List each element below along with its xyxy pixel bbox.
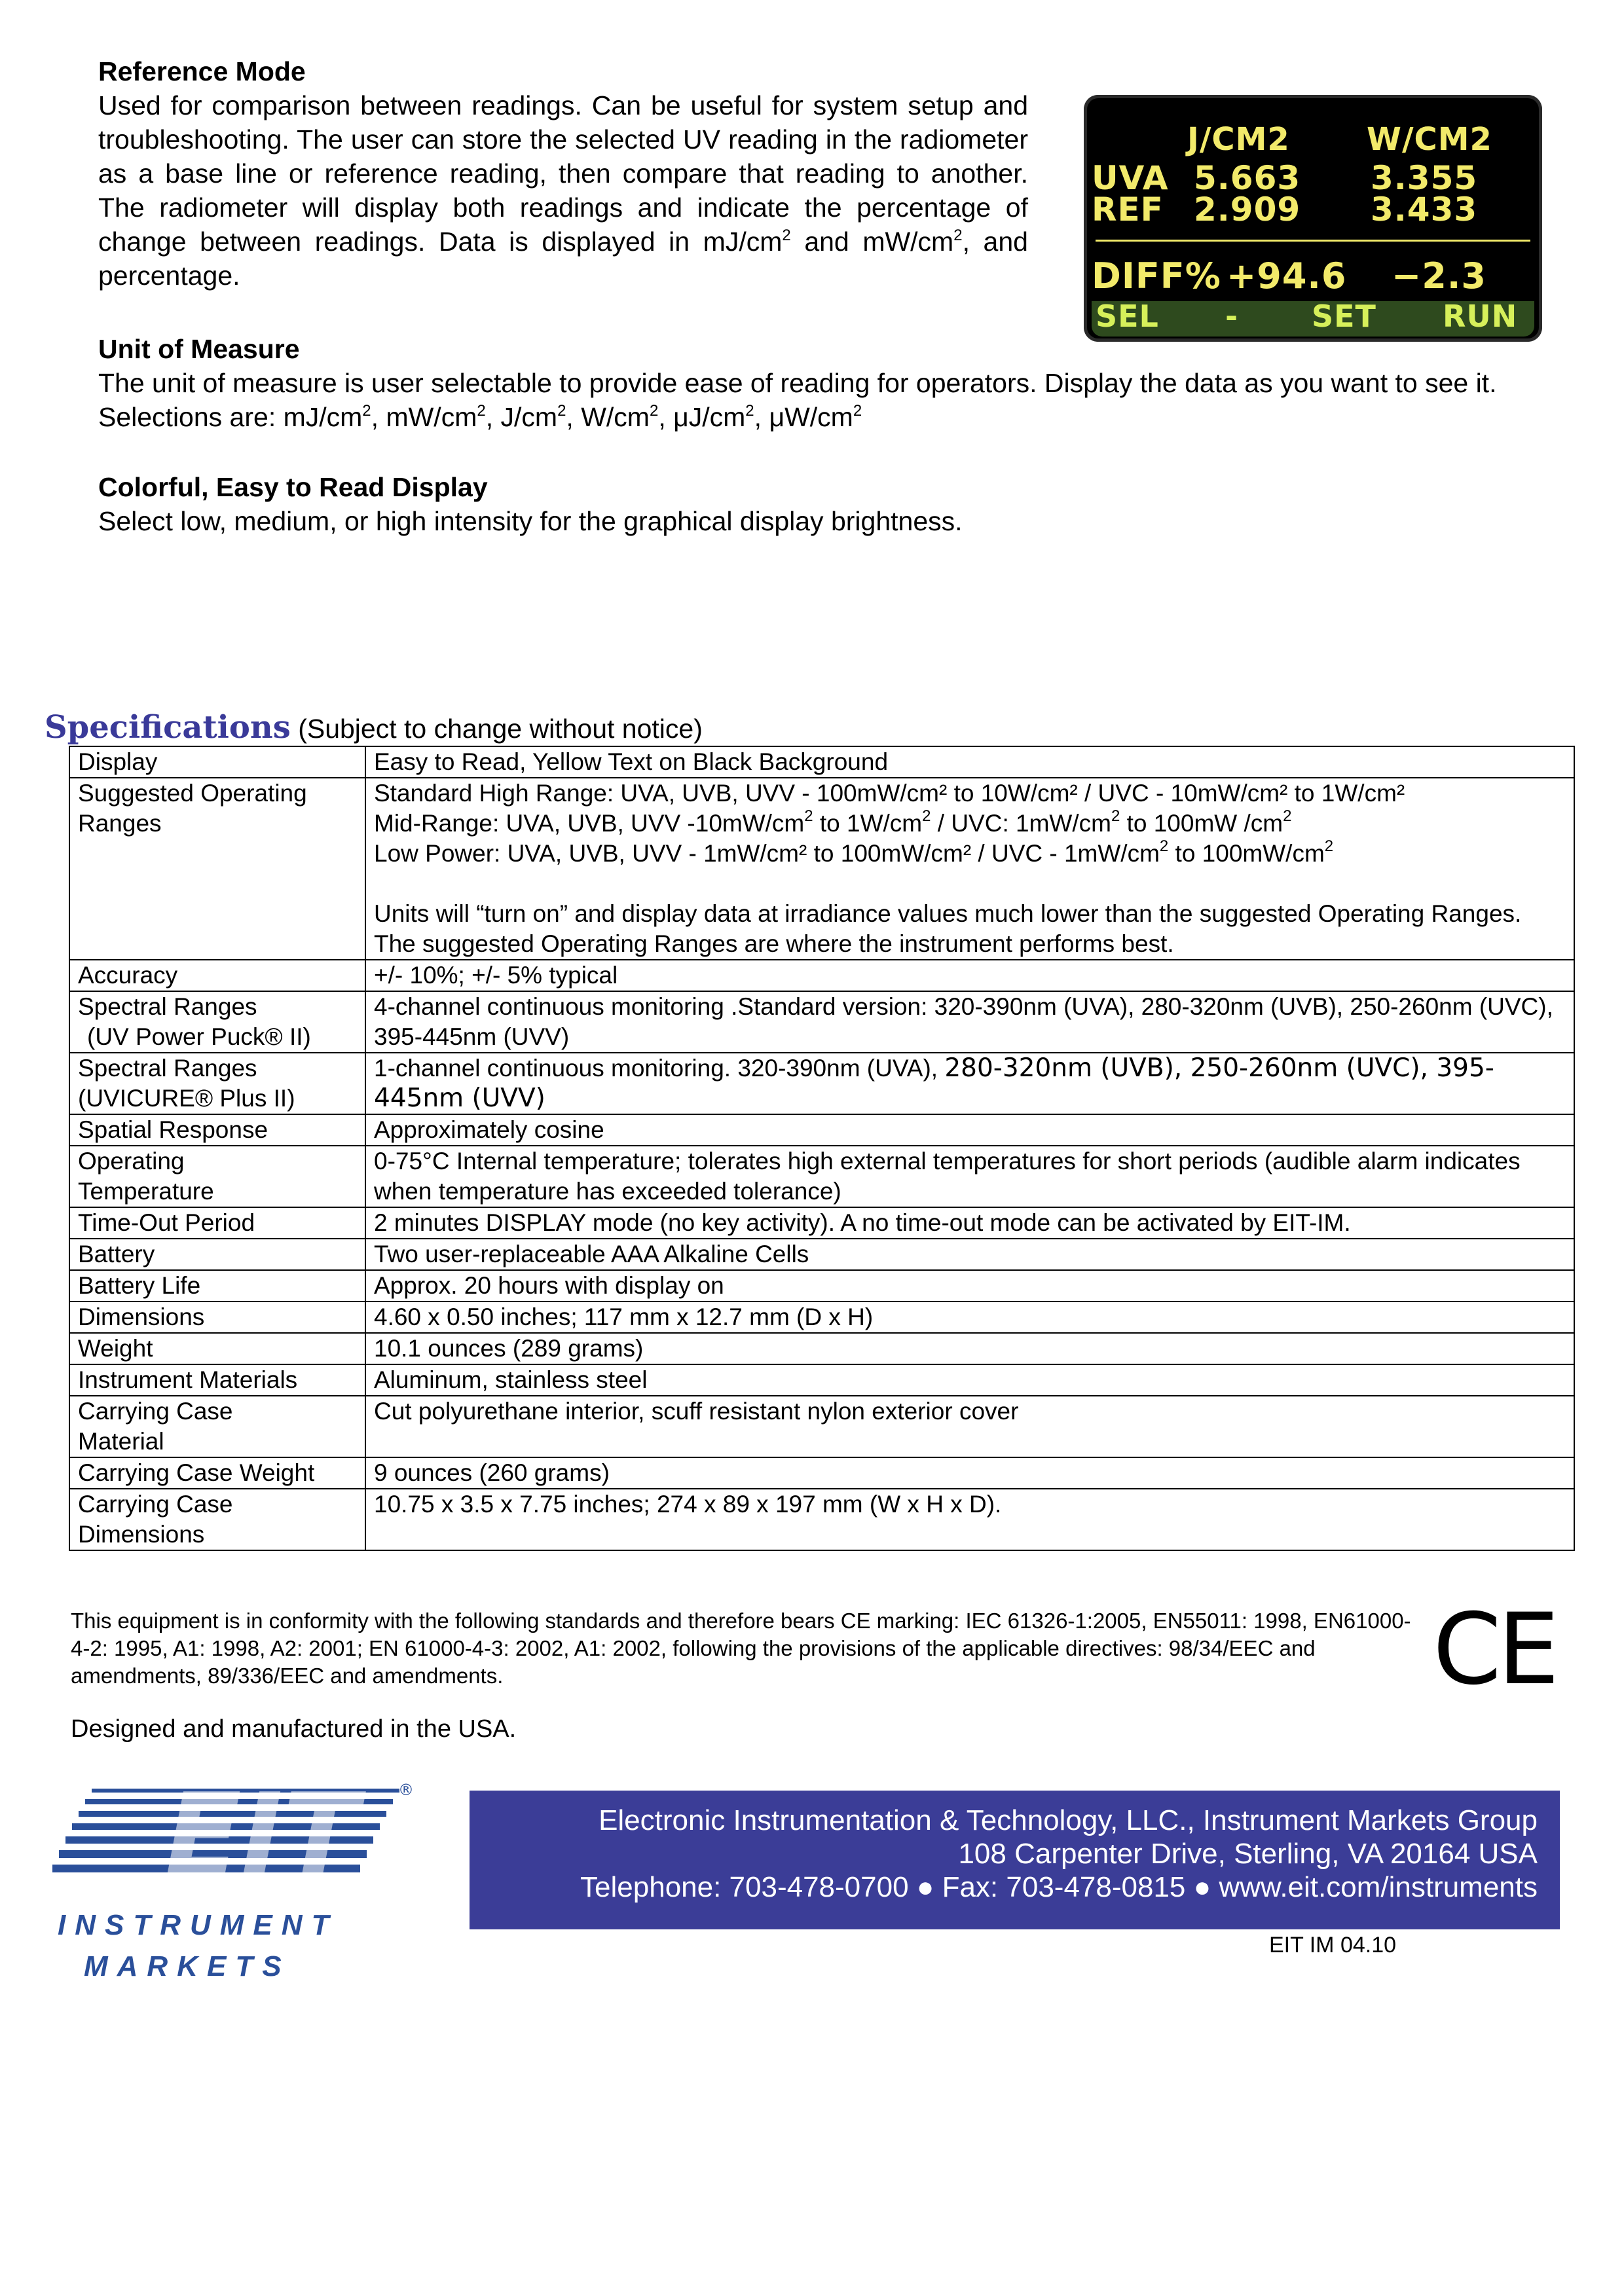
range-note: Units will “turn on” and display data at irradiance values much lower than the suggested Operating Ranges. The suggested Operating Ranges are where the instrument performs best. xyxy=(374,900,1522,957)
lcd-row1-value1: 5.663 xyxy=(1194,159,1301,197)
superscript-2: 2 xyxy=(649,402,659,420)
spec-value: Cut polyurethane interior, scuff resistant nylon exterior cover xyxy=(365,1396,1574,1457)
spec-key: Carrying Case Dimensions xyxy=(69,1489,365,1550)
spec-value: Easy to Read, Yellow Text on Black Background xyxy=(365,746,1574,778)
table-row xyxy=(69,1207,1574,1239)
unit-of-measure-text: The unit of measure is user selectable to provide ease of reading for operators. Display the data as you want to see it. Selections are: $mJ/cm^2$, $mW/cm^2$, $J/cm^2$, $W/cm^2$, $\mu J/cm^2$, $\mu W/cm^2$ xyxy=(98,368,1497,432)
reference-mode-units-mid: and mW/cm xyxy=(790,227,954,257)
ce-conformity-note: This equipment is in conformity with the following standards and therefore bears CE marking: IEC 61326-1:2005, EN55011: 1998, EN61000-4-2: 1995, A1: 1998, A2: 2001; EN 61000-4-3: 2002, A1: 2002, following the provisions of the applicable directives: 98/34/EEC and amendments, 89/336/EEC and amendments. xyxy=(71,1609,1411,1688)
spec-key: Carrying Case Weight xyxy=(69,1457,365,1489)
lcd-softkey-sel: SEL xyxy=(1096,299,1159,334)
spec-value: 1-channel continuous monitoring. 320-390nm (UVA), 280-320nm (UVB), 250-260nm (UVC), 395-445nm (UVV) xyxy=(365,1053,1574,1114)
lcd-row3-value1: +94.6 xyxy=(1227,255,1347,297)
table-row xyxy=(69,991,1574,1053)
lcd-row3-value2: −2.3 xyxy=(1392,255,1486,297)
table-row xyxy=(69,1053,1574,1114)
specifications-table xyxy=(69,746,1575,1551)
spec-value: 0-75°C Internal temperature; tolerates high external temperatures for short periods (audible alarm indicates when temperature has exceeded tolerance) xyxy=(365,1146,1574,1207)
lcd-softkey-run: RUN xyxy=(1443,299,1518,334)
unit-option: μJ/cm xyxy=(673,402,746,432)
superscript-2: 2 xyxy=(782,227,791,244)
company-address: 108 Carpenter Drive, Sterling, VA 20164 USA xyxy=(958,1838,1538,1870)
spec-key: Suggested Operating Ranges xyxy=(69,778,365,960)
spec-key: Weight xyxy=(69,1333,365,1364)
contact-banner xyxy=(470,1791,1560,1929)
table-row xyxy=(69,1302,1574,1333)
superscript-2: 2 xyxy=(557,402,566,420)
superscript-2: 2 xyxy=(362,402,371,420)
spec-key: Operating Temperature xyxy=(69,1146,365,1207)
lcd-row1-value2: 3.355 xyxy=(1371,159,1478,197)
logo-line-2: MARKETS xyxy=(84,1950,291,1982)
superscript-2: 2 xyxy=(853,402,862,420)
unit-option: μW/cm xyxy=(769,402,853,432)
spec-value: 4.60 x 0.50 inches; 117 mm x 12.7 mm (D x H) xyxy=(365,1302,1574,1333)
display-heading: Colorful, Easy to Read Display xyxy=(98,472,488,502)
specifications-title xyxy=(45,710,703,746)
company-name: Electronic Instrumentation & Technology, LLC., Instrument Markets Group xyxy=(599,1804,1538,1836)
table-row xyxy=(69,1239,1574,1270)
logo-line-1: INSTRUMENT xyxy=(58,1909,339,1941)
spec-value: 4-channel continuous monitoring .Standard version: 320-390nm (UVA), 280-320nm (UVB), 250-260nm (UVC), 395-445nm (UVV) xyxy=(365,991,1574,1053)
spec-key: Accuracy xyxy=(69,960,365,991)
lcd-row2-label: REF xyxy=(1092,191,1164,228)
logo-registered-mark: ® xyxy=(398,1781,414,1799)
lcd-softkey-set: SET xyxy=(1312,299,1376,334)
spec-value: Approx. 20 hours with display on xyxy=(365,1270,1574,1302)
table-row xyxy=(69,1396,1574,1457)
table-row xyxy=(69,746,1574,778)
display-text: Select low, medium, or high intensity for the graphical display brightness. xyxy=(98,506,963,536)
lcd-row3-label: DIFF% xyxy=(1092,255,1221,297)
lcd-divider xyxy=(1096,240,1530,242)
specifications-heading: Specifications xyxy=(45,709,291,746)
superscript-2: 2 xyxy=(477,402,486,420)
unit-option: J/cm xyxy=(500,402,558,432)
spec-value: 9 ounces (260 grams) xyxy=(365,1457,1574,1489)
range-standard: Standard High Range: UVA, UVB, UVV - 100mW/cm² to 10W/cm² / UVC - 10mW/cm² to 1W/cm² xyxy=(374,780,1405,807)
spec-value: 10.75 x 3.5 x 7.75 inches; 274 x 89 x 197 mm (W x H x D). xyxy=(365,1489,1574,1550)
reference-mode-units-suffix: , and percentage. xyxy=(98,227,1028,291)
lcd-col1-header: J/CM2 xyxy=(1187,121,1290,158)
radiometer-lcd-display xyxy=(1084,95,1542,342)
spacer xyxy=(374,869,1566,899)
table-row xyxy=(69,1489,1574,1550)
spec-key: Spectral Ranges (UVICURE® Plus II) xyxy=(69,1053,365,1114)
unit-of-measure-heading: Unit of Measure xyxy=(98,334,300,364)
table-row xyxy=(69,1270,1574,1302)
spec-value: 10.1 ounces (289 grams) xyxy=(365,1333,1574,1364)
document-code: EIT IM 04.10 xyxy=(1269,1933,1397,1958)
reference-mode-units-prefix: Data is displayed in mJ/cm xyxy=(438,227,783,257)
eit-logo-icon xyxy=(52,1781,419,1997)
logo-eit-text: EIT xyxy=(165,1781,359,1899)
lcd-row1-label: UVA xyxy=(1092,159,1169,197)
table-row xyxy=(69,1146,1574,1207)
spec-value: +/- 10%; +/- 5% typical xyxy=(365,960,1574,991)
reference-mode-text xyxy=(98,88,1028,293)
ce-mark-icon: CE xyxy=(1433,1593,1556,1707)
unit-option: mW/cm xyxy=(386,402,477,432)
lcd-row2-value2: 3.433 xyxy=(1371,191,1478,228)
made-in-usa-note: Designed and manufactured in the USA. xyxy=(71,1715,517,1743)
table-row xyxy=(69,1333,1574,1364)
reference-mode-heading: Reference Mode xyxy=(98,56,306,86)
specifications-subtitle: (Subject to change without notice) xyxy=(298,714,703,744)
spec-key: Battery Life xyxy=(69,1270,365,1302)
table-row xyxy=(69,778,1574,960)
spec-value: 2 minutes DISPLAY mode (no key activity). A no time-out mode can be activated by EIT-IM. xyxy=(365,1207,1574,1239)
spec-key: Carrying Case Material xyxy=(69,1396,365,1457)
superscript-2: 2 xyxy=(745,402,754,420)
unit-option: W/cm xyxy=(581,402,650,432)
lcd-softkey-dash: - xyxy=(1225,299,1239,334)
spec-value xyxy=(365,778,1574,960)
spec-key: Time-Out Period xyxy=(69,1207,365,1239)
reference-mode-paragraph: Used for comparison between readings. Can be useful for system setup and troubleshooting. The user can store the selected UV reading in the radiometer as a base line or reference reading, then compare that reading to another. The radiometer will display both readings and indicate the percentage of change between readings. xyxy=(98,90,1028,257)
unit-of-measure-paragraph: The unit of measure is user selectable to provide ease of reading for operators. Display the data as you want to see it. Selections are: mJ/cm xyxy=(98,368,1497,432)
lcd-row2-value1: 2.909 xyxy=(1194,191,1301,228)
spec-key: Spectral Ranges (UV Power Puck® II) xyxy=(69,991,365,1053)
spec-key: Instrument Materials xyxy=(69,1364,365,1396)
spec-key: Battery xyxy=(69,1239,365,1270)
table-row xyxy=(69,960,1574,991)
spec-value: Aluminum, stainless steel xyxy=(365,1364,1574,1396)
table-row xyxy=(69,1114,1574,1146)
spec-key: Dimensions xyxy=(69,1302,365,1333)
company-phone-fax-web[interactable]: Telephone: 703-478-0700 ● Fax: 703-478-0815 ● www.eit.com/instruments xyxy=(580,1871,1538,1903)
spec-value: Two user-replaceable AAA Alkaline Cells xyxy=(365,1239,1574,1270)
table-row xyxy=(69,1457,1574,1489)
superscript-2: 2 xyxy=(953,227,963,244)
lcd-col2-header: W/CM2 xyxy=(1367,121,1492,158)
table-row xyxy=(69,1364,1574,1396)
spec-key: Display xyxy=(69,746,365,778)
range-mid: Mid-Range: UVA, UVB, UVV $-10mW/cm^2$ to $1W/cm^2$ / UVC: $1mW/cm^2$ to 100mW $/cm^2$ xyxy=(374,807,1292,837)
spec-value: Approximately cosine xyxy=(365,1114,1574,1146)
spec-key: Spatial Response xyxy=(69,1114,365,1146)
range-low: Low Power: UVA, UVB, UVV - 1mW/cm² to 100mW/cm² / UVC - $1mW/cm^2$ to $100mW/cm^2$ xyxy=(374,837,1334,867)
